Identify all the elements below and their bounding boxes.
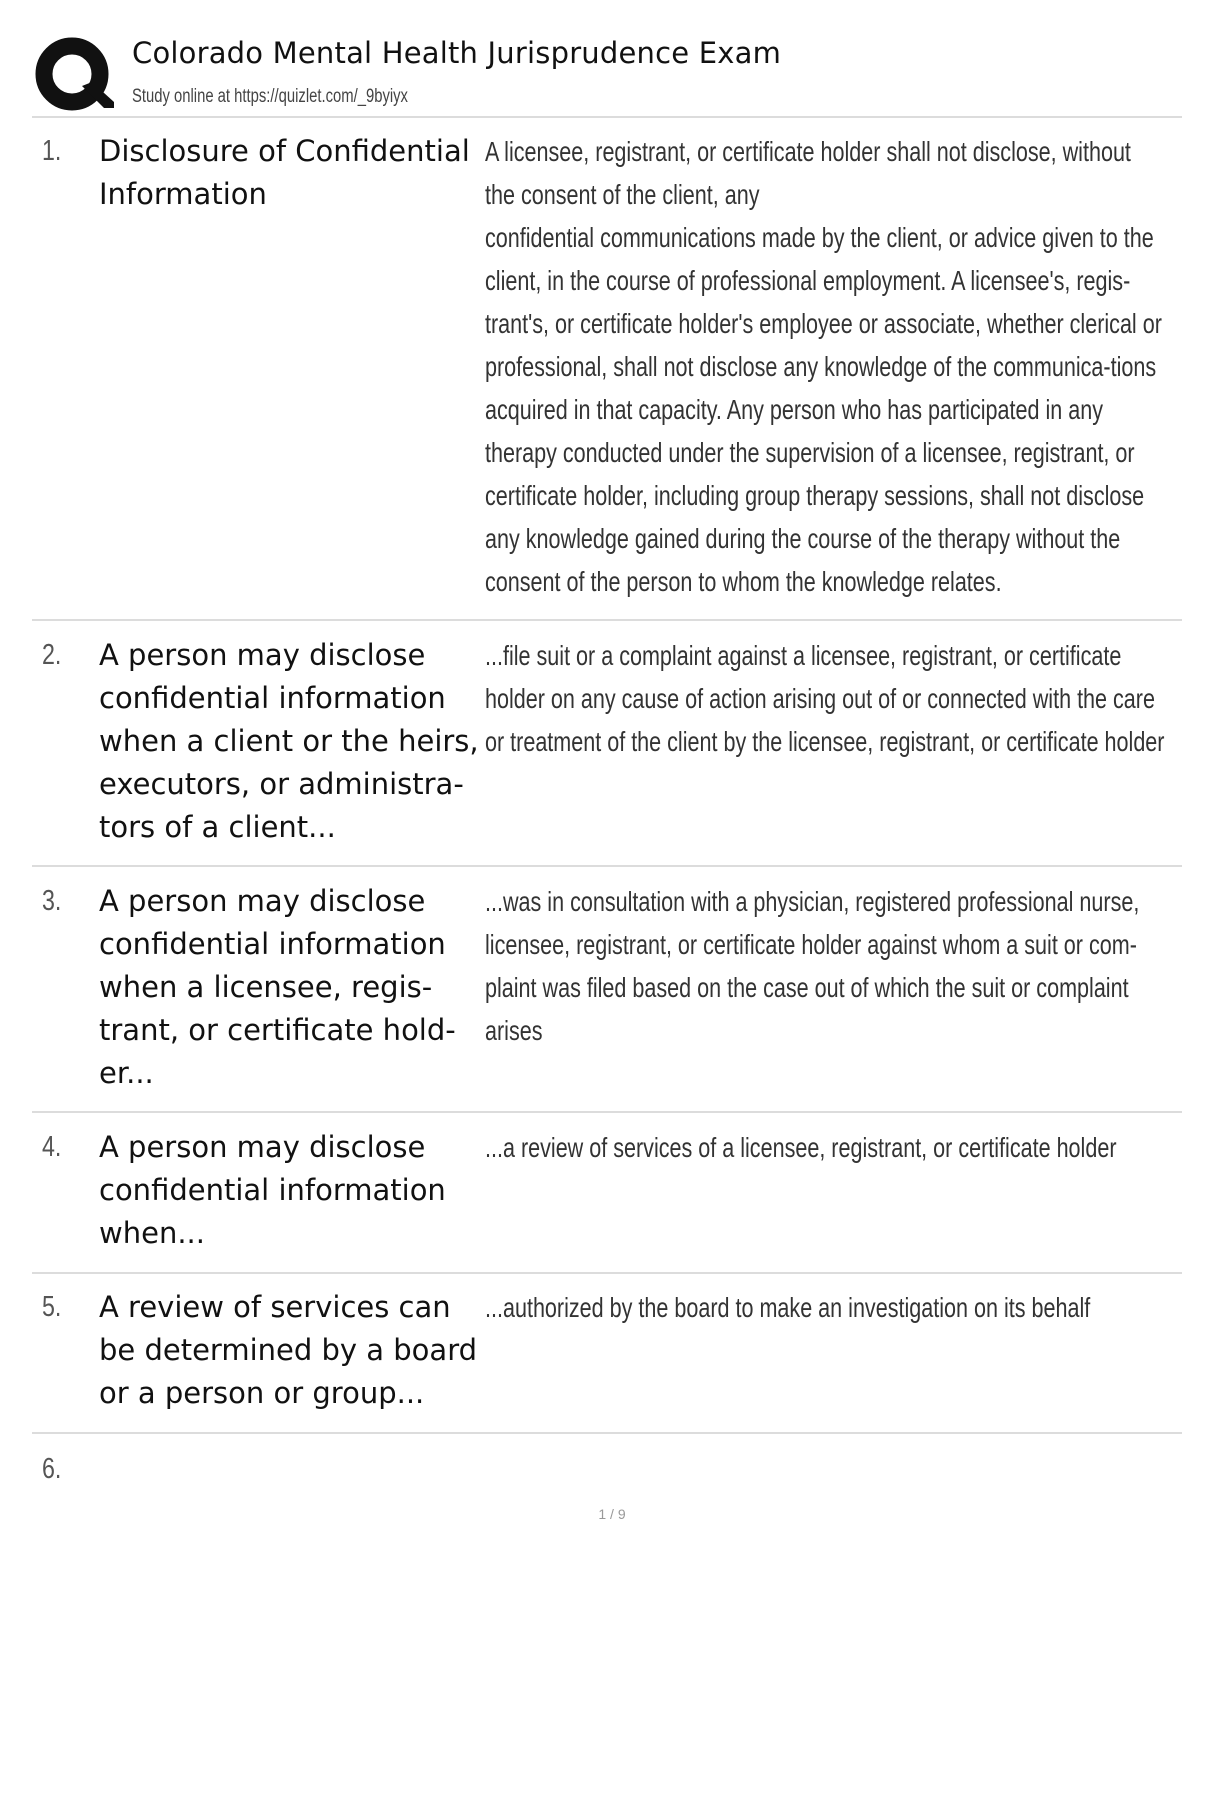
divider — [32, 1432, 1182, 1434]
card-definition: ...file suit or a complaint against a licensee, registrant, or certificate holder on any cause of action arising out of or connected with the care or treatment of the client by the licensee, registrant, or certificate holder — [485, 640, 1165, 757]
card-definition: ...authorized by the board to make an investigation on its behalf — [485, 1292, 1091, 1323]
card-number: 1. — [42, 135, 62, 167]
divider — [32, 1111, 1182, 1113]
document-title: Colorado Mental Health Jurisprudence Exam — [132, 36, 782, 70]
card-definition-area — [485, 130, 1165, 650]
card-term: A person may disclose confidential information when a client or the heirs, executors, or administra-tors of a client... — [99, 638, 479, 844]
divider — [32, 865, 1182, 867]
card-term: A person may disclose confidential information when... — [99, 1130, 446, 1250]
divider — [32, 1272, 1182, 1274]
divider — [32, 619, 1182, 621]
card-term: A review of services can be determined by a board or a person or group... — [99, 1290, 478, 1410]
card-number: 3. — [42, 885, 62, 917]
card-definition: ...was in consultation with a physician, registered professional nurse, licensee, registrant, or certificate holder against whom a suit or com-plaint was filed based on the case out of which the suit or complaint arises — [485, 886, 1140, 1046]
card-definition-area — [485, 1286, 1165, 1806]
card-number: 5. — [42, 1291, 62, 1323]
card-number: 2. — [42, 639, 62, 671]
quizlet-q-logo-icon — [34, 36, 114, 116]
card-definition: A licensee, registrant, or certificate holder shall not disclose, without the consent of the client, any — [485, 136, 1131, 210]
page-header — [32, 30, 1182, 116]
study-online-link[interactable]: Study online at https://quizlet.com/_9byiyx — [132, 86, 408, 107]
card-number: 4. — [42, 1131, 62, 1163]
card-definition-area — [485, 1448, 1165, 1488]
card-term: A person may disclose confidential information when a licensee, regis-trant, or certificate hold-er... — [99, 884, 456, 1090]
divider — [32, 116, 1182, 118]
card-term: Disclosure of Confidential Information — [99, 134, 470, 211]
card-number: 6. — [42, 1453, 62, 1485]
card-definition-continued: confidential communications made by the client, or advice given to the client, in the course of professional employment. A licensee's, regis-trant's, or certificate holder's employee or associate, whether clerical or professional, shall not disclose any knowledge of the communica-tions acquired in that capacity. Any person who has participated in any therapy conducted under the supervision of a licensee, registrant, or certificate holder, including group therapy sessions, shall not disclose any knowledge gained during the course of the therapy without the consent of the person to whom the knowledge relates. — [485, 222, 1162, 597]
card-definition: ...a review of services of a licensee, registrant, or certificate holder — [485, 1132, 1117, 1163]
page-number: 1 / 9 — [598, 1506, 626, 1522]
